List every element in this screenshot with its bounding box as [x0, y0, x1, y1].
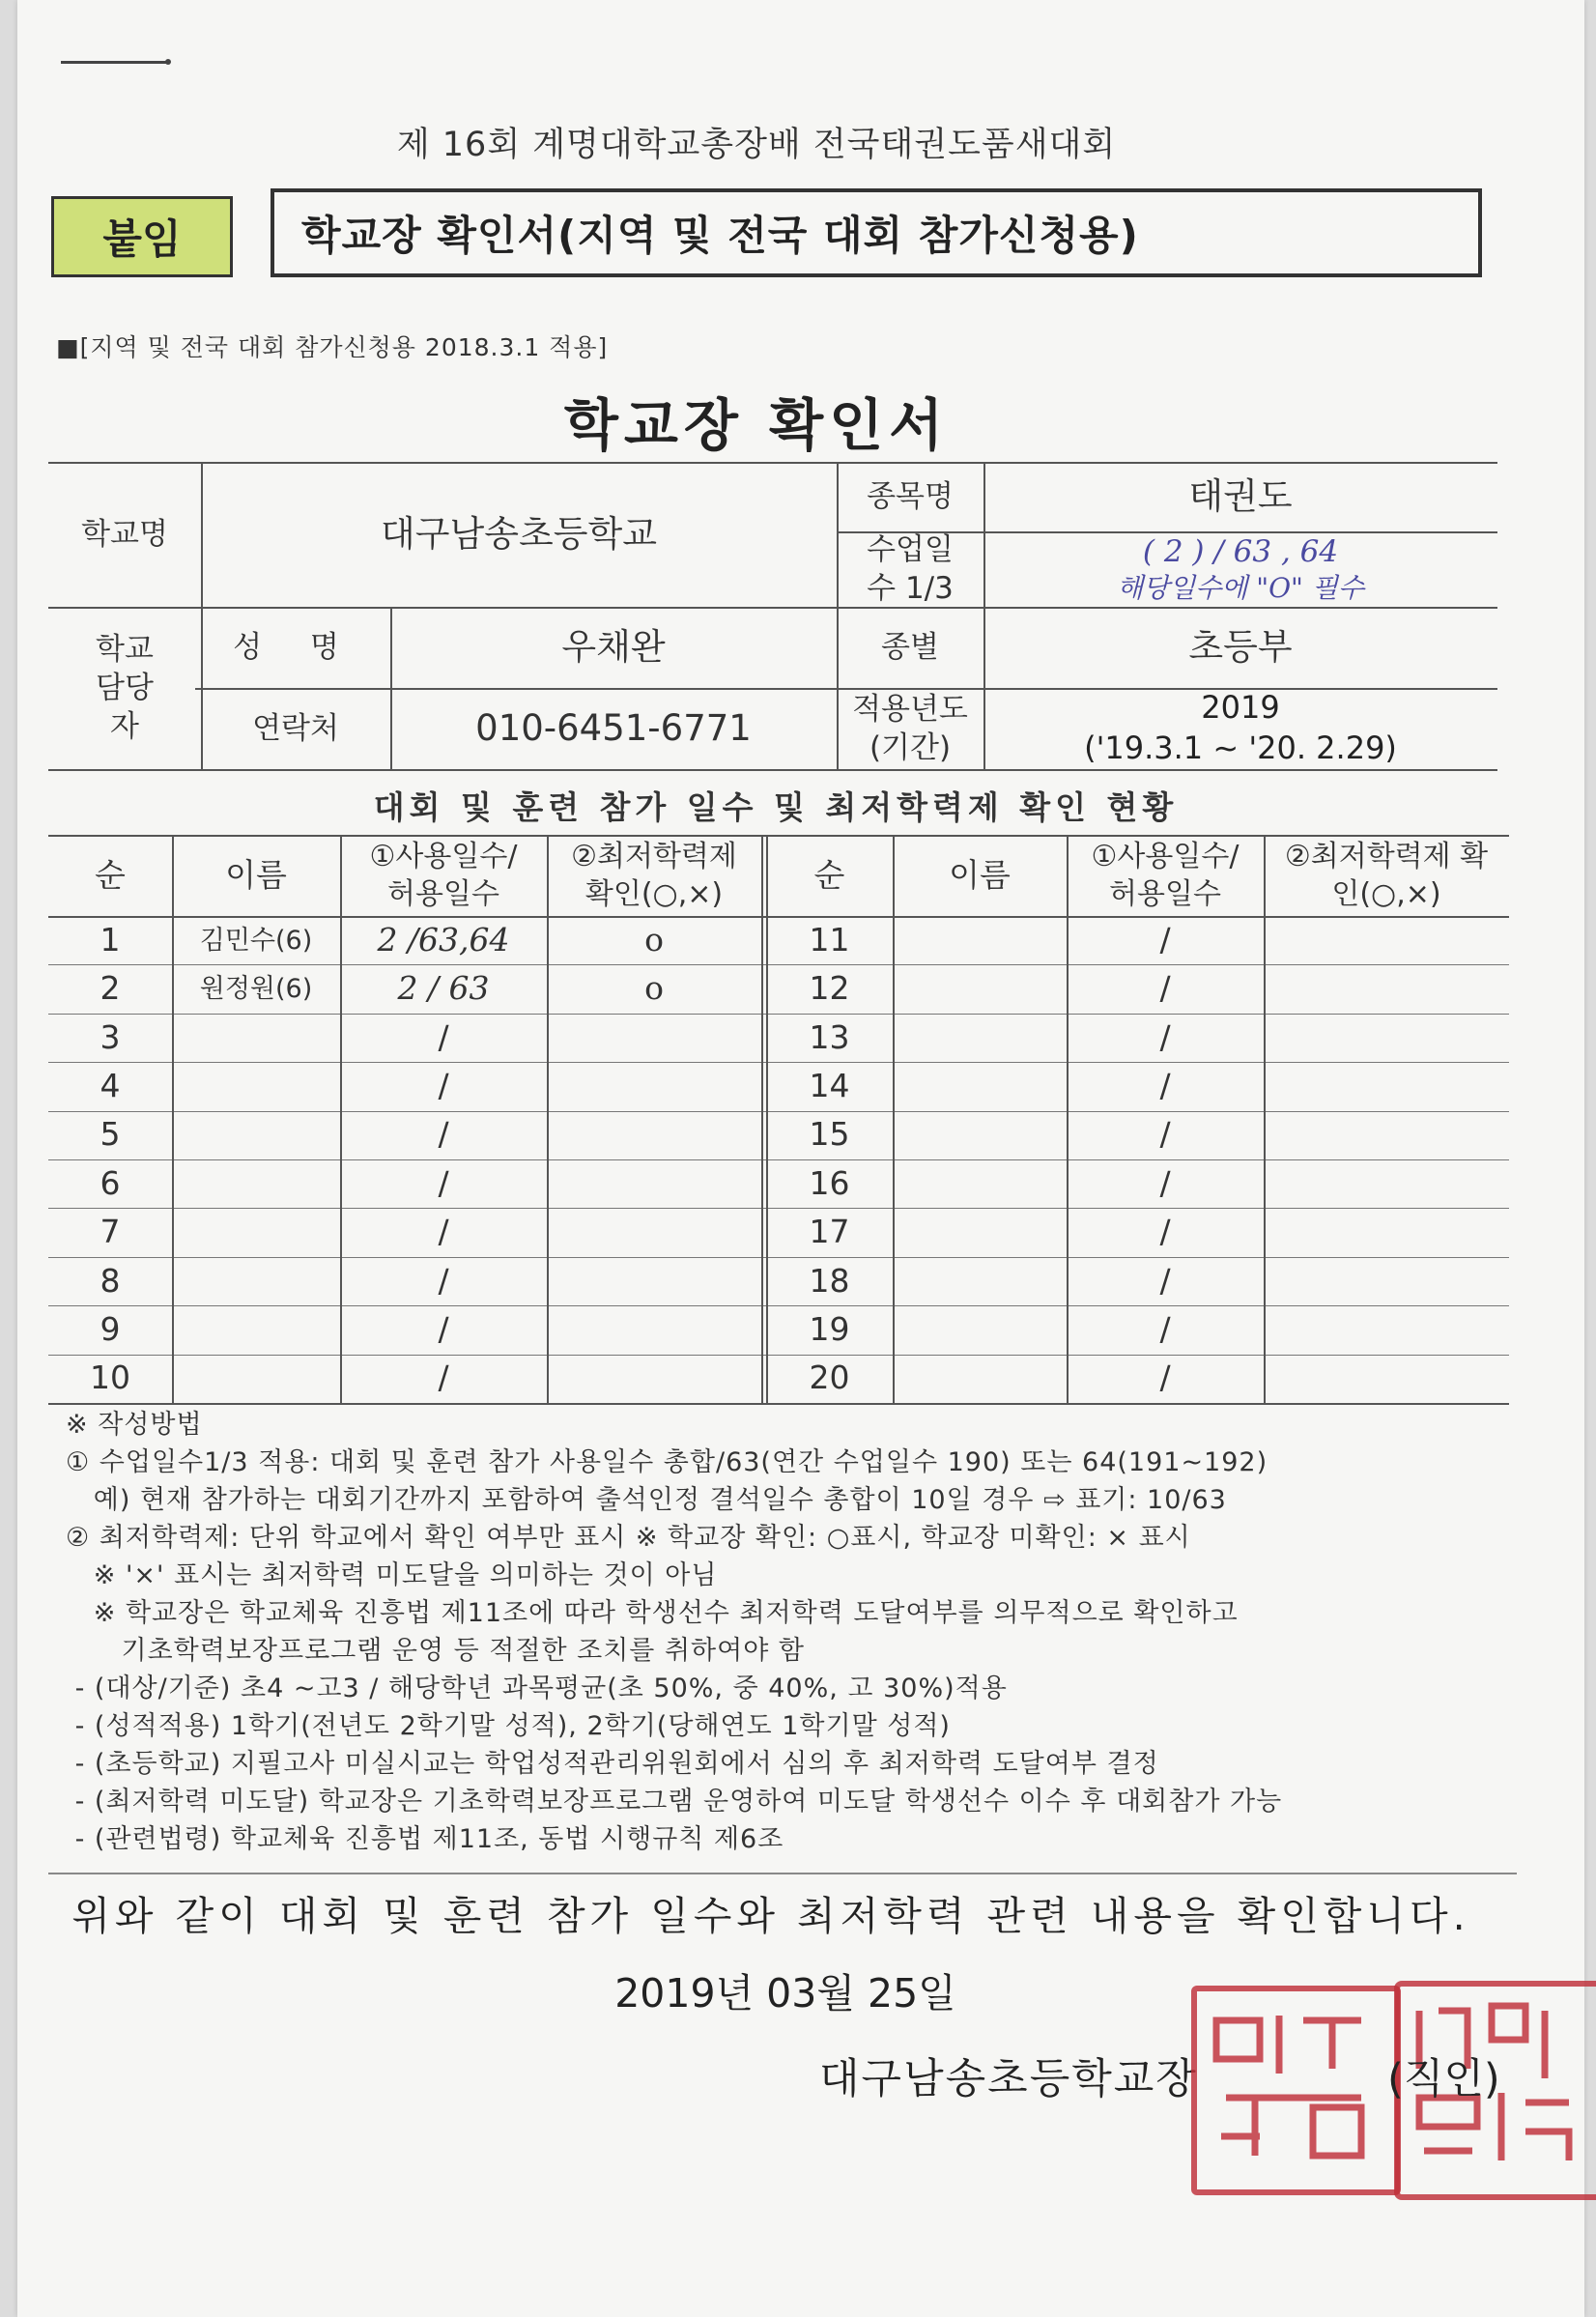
row-6-right-days: / [1159, 1163, 1171, 1202]
row-8-left-check [547, 1257, 761, 1305]
row-5-left-name [172, 1111, 340, 1159]
row-5-left-days: / [438, 1115, 449, 1154]
row-1-left-name: 김민수(6) [199, 925, 313, 956]
row-3-right-days: / [1159, 1017, 1171, 1056]
row-5-right-no: 15 [809, 1115, 850, 1154]
row-9-right-no: 19 [809, 1309, 850, 1348]
row-2-left-name: 원정원(6) [199, 974, 313, 1005]
header-check-left: ②최저학력제 확인(○,×) [571, 840, 737, 911]
row-7-right-days: / [1159, 1213, 1171, 1251]
row-9-left-no: 9 [100, 1309, 121, 1348]
row-1-right-days: / [1159, 920, 1171, 958]
division-value: 초등부 [1188, 625, 1293, 668]
row-1-left-check: o [644, 920, 664, 958]
row-4-right-no: 14 [809, 1066, 850, 1104]
name-label: 성 명 [233, 629, 358, 665]
row-9-left-days: / [438, 1309, 449, 1348]
row-4-left-days: / [438, 1066, 449, 1104]
instruction-line: - (초등학교) 지필고사 미실시교는 학업성적관리위원회에서 심의 후 최저학력 도달여부 결정 [66, 1749, 1159, 1779]
row-5-left-check [547, 1111, 761, 1159]
year-label: 적용년도 (기간) [852, 691, 968, 765]
row-7-left-no: 7 [100, 1213, 121, 1251]
row-6-left-days: / [438, 1163, 449, 1202]
period-value: ('19.3.1 ~ '20. 2.29) [1084, 729, 1397, 766]
seal-label: (직인) [1387, 2055, 1500, 2103]
division-label: 종별 [881, 629, 939, 665]
instruction-line: 기초학력보장프로그램 운영 등 적절한 조치를 취하여야 함 [66, 1636, 805, 1666]
row-10-right-days: / [1159, 1359, 1171, 1397]
year-value: 2019 [1201, 689, 1280, 727]
school-days-cell [983, 531, 1497, 607]
row-6-left-no: 6 [100, 1163, 121, 1202]
school-days-note: 해당일수에 "O" 필수 [1117, 571, 1364, 604]
instruction-line: - (최저학력 미도달) 학교장은 기초학력보장프로그램 운영하여 미도달 학생선수 이수 후 대회참가 가능 [66, 1787, 1283, 1816]
header-no-right: 순 [813, 855, 845, 894]
confirmation-text: 위와 같이 대회 및 훈련 참가 일수와 최저학력 관련 내용을 확인합니다. [71, 1893, 1470, 1939]
event-value: 태권도 [1188, 474, 1293, 517]
issue-date: 2019년 03월 25일 [614, 1970, 956, 2017]
row-2-left-check: o [644, 969, 664, 1008]
document-page [17, 0, 1584, 2317]
row-2-left-no: 2 [100, 969, 121, 1008]
instruction-line: - (성적적용) 1학기(전년도 2학기말 성적), 2학기(당해연도 1학기말 성적) [66, 1711, 951, 1741]
contact-value: 010-6451-6771 [475, 706, 752, 749]
principal-name: 대구남송초등학교장 [819, 2055, 1198, 2103]
header-days-right: ①사용일수/ 허용일수 [1091, 840, 1240, 911]
school-days-value: ( 2 ) / 63 , 64 [1142, 533, 1339, 569]
row-7-left-days: / [438, 1213, 449, 1251]
status-table-title: 대회 및 훈련 참가 일수 및 최저학력제 확인 현황 [373, 788, 1179, 826]
instruction-line: 예) 현재 참가하는 대회기간까지 포함하여 출석인정 결석일수 총합이 10일 경우 ⇨ 표기: 10/63 [66, 1485, 1227, 1515]
row-10-left-check [547, 1355, 761, 1403]
row-2-left-days: 2 / 63 [397, 969, 490, 1008]
seal-stamp-left [1191, 1986, 1401, 2195]
school-name-label: 학교명 [81, 516, 168, 552]
contact-label: 연락처 [252, 710, 339, 746]
row-7-left-name [172, 1208, 340, 1256]
row-3-left-name [172, 1014, 340, 1062]
header-check-right: ②최저학력제 확인(○,×) [1284, 840, 1489, 911]
row-4-left-no: 4 [100, 1066, 121, 1104]
banner-title: 학교장 확인서(지역 및 전국 대회 참가신청용) [271, 188, 1482, 277]
row-8-left-name [172, 1257, 340, 1305]
competition-title: 제 16회 계명대학교총장배 전국태권도품새대회 [396, 126, 1117, 164]
header-name-left: 이름 [225, 855, 287, 894]
teacher-name: 우채완 [561, 625, 666, 668]
row-6-left-name [172, 1159, 340, 1208]
annex-label: 붙임 [51, 196, 233, 277]
instruction-line: ※ '×' 표시는 최저학력 미도달을 의미하는 것이 아님 [66, 1560, 718, 1590]
instruction-line: ※ 작성방법 [66, 1410, 203, 1440]
school-name: 대구남송초등학교 [381, 512, 657, 555]
row-1-right-no: 11 [809, 920, 850, 958]
row-8-right-no: 18 [809, 1261, 850, 1300]
instruction-line: ② 최저학력제: 단위 학교에서 확인 여부만 표시 ※ 학교장 확인: ○표시, 학교장 미확인: × 표시 [66, 1523, 1191, 1553]
instruction-line: ※ 학교장은 학교체육 진흥법 제11조에 따라 학생선수 최저학력 도달여부를 의무적으로 확인하고 [66, 1598, 1239, 1628]
row-7-right-no: 17 [809, 1213, 850, 1251]
row-3-left-no: 3 [100, 1017, 121, 1056]
event-label: 종목명 [867, 478, 954, 514]
instruction-line: - (대상/기준) 초4 ~고3 / 해당학년 과목평균(초 50%, 중 40%, 고 30%)적용 [66, 1673, 1008, 1703]
year-cell [983, 688, 1497, 769]
row-9-left-name [172, 1305, 340, 1354]
header-name-right: 이름 [949, 855, 1011, 894]
row-1-left-days: 2 /63,64 [377, 920, 510, 958]
row-9-right-days: / [1159, 1309, 1171, 1348]
row-7-left-check [547, 1208, 761, 1256]
row-4-left-check [547, 1062, 761, 1110]
row-3-left-check [547, 1014, 761, 1062]
row-4-left-name [172, 1062, 340, 1110]
header-days-left: ①사용일수/ 허용일수 [369, 840, 518, 911]
row-1-left-no: 1 [100, 920, 121, 958]
row-6-left-check [547, 1159, 761, 1208]
school-days-label: 수업일수 1/3 [867, 531, 954, 606]
row-10-left-name [172, 1355, 340, 1403]
document-title: 학교장 확인서 [563, 392, 950, 458]
row-10-left-no: 10 [90, 1359, 130, 1397]
row-2-right-no: 12 [809, 969, 850, 1008]
header-no-left: 순 [95, 855, 126, 894]
teacher-label: 학교 담당자 [96, 631, 154, 745]
row-8-left-days: / [438, 1261, 449, 1300]
row-8-left-no: 8 [100, 1261, 121, 1300]
row-9-left-check [547, 1305, 761, 1354]
row-5-left-no: 5 [100, 1115, 121, 1154]
row-6-right-no: 16 [809, 1163, 850, 1202]
row-3-left-days: / [438, 1017, 449, 1056]
row-5-right-days: / [1159, 1115, 1171, 1154]
row-4-right-days: / [1159, 1066, 1171, 1104]
row-10-right-no: 20 [809, 1359, 850, 1397]
instructions [66, 1406, 1282, 1858]
application-note: ■[지역 및 전국 대회 참가신청용 2018.3.1 적용] [56, 333, 609, 361]
instruction-line: - (관련법령) 학교체육 진흥법 제11조, 동법 시행규칙 제6조 [66, 1824, 784, 1854]
row-8-right-days: / [1159, 1261, 1171, 1300]
top-rule [61, 61, 167, 64]
instruction-line: ① 수업일수1/3 적용: 대회 및 훈련 참가 사용일수 총합/63(연간 수업일수 190) 또는 64(191~192) [66, 1447, 1268, 1477]
row-10-left-days: / [438, 1359, 449, 1397]
row-3-right-no: 13 [809, 1017, 850, 1056]
row-2-right-days: / [1159, 969, 1171, 1008]
